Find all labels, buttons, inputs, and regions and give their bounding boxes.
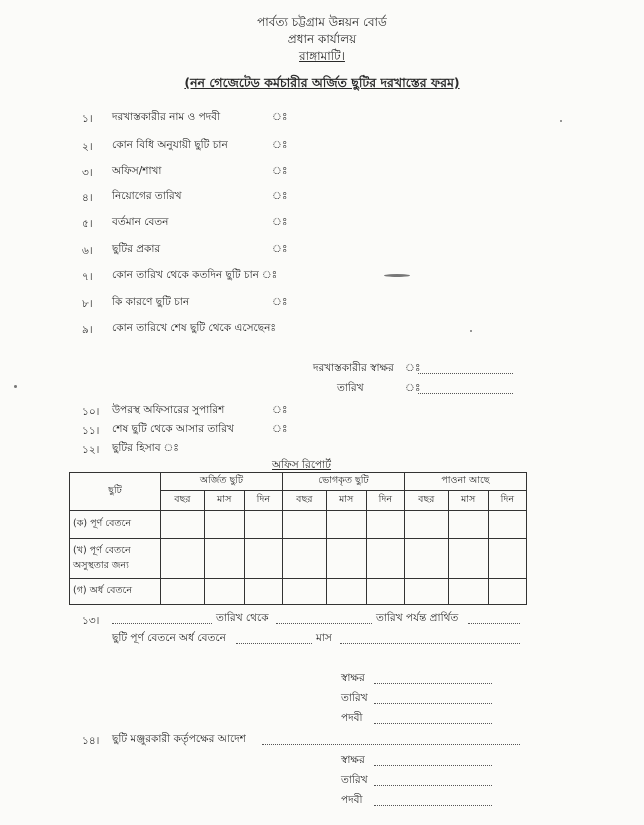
sanction-order-field[interactable] xyxy=(262,743,520,745)
table-cell[interactable] xyxy=(326,539,366,579)
table-cell[interactable] xyxy=(161,511,205,539)
group-earned-header: অর্জিত ছুটি xyxy=(161,473,283,491)
item-label: ছুটির হিসাব ঃ xyxy=(112,442,179,454)
item-number: ১০। xyxy=(82,406,100,418)
form-title: (নন গেজেটেড কর্মচারীর অর্জিত ছুটির দরখাস্তের ফরম) xyxy=(184,75,460,90)
date-colon: ঃ xyxy=(405,382,421,394)
item-label: কোন তারিখ থেকে কতদিন ছুটি চান ঃ xyxy=(112,269,278,281)
item-number: ৭। xyxy=(82,271,93,283)
applicant-signature-label: দরখাস্তকারীর স্বাক্ষর xyxy=(313,362,394,374)
designation-label: পদবী xyxy=(341,794,363,806)
subhead-month: মাস xyxy=(326,491,366,511)
item-colon: ঃ xyxy=(272,165,288,177)
item-label: নিয়োগের তারিখ xyxy=(112,190,182,202)
table-cell[interactable] xyxy=(448,539,488,579)
subhead-year: বছর xyxy=(404,491,448,511)
table-cell[interactable] xyxy=(282,511,326,539)
item-label: কোন তারিখে শেষ ছুটি থেকে এসেছেনঃ xyxy=(112,322,276,334)
item-colon: ঃ xyxy=(272,216,288,228)
table-cell[interactable] xyxy=(366,539,404,579)
item-number: ৯। xyxy=(82,324,93,336)
item-number: ১২। xyxy=(82,444,100,456)
item-label: কি কারণে ছুটি চান xyxy=(112,296,190,308)
item-colon: ঃ xyxy=(272,190,288,202)
office-report-title: অফিস রিপোর্ট xyxy=(272,459,331,471)
scan-speck xyxy=(560,120,562,122)
item-label: অফিস/শাখা xyxy=(112,165,162,177)
table-row xyxy=(70,511,527,539)
table-cell[interactable] xyxy=(366,511,404,539)
table-cell[interactable] xyxy=(326,579,366,605)
table-cell[interactable] xyxy=(204,579,244,605)
table-cell[interactable] xyxy=(204,539,244,579)
item-number: ৩। xyxy=(82,167,93,179)
item-label: বর্তমান বেতন xyxy=(112,216,169,228)
table-cell[interactable] xyxy=(404,539,448,579)
item-label: শেষ ছুটি থেকে আসার তারিখ xyxy=(112,423,234,435)
office-location: রাঙ্গামাটি। xyxy=(299,49,345,63)
item-colon: ঃ xyxy=(272,139,288,151)
item-colon: ঃ xyxy=(272,296,288,308)
subhead-month: মাস xyxy=(448,491,488,511)
table-cell[interactable] xyxy=(488,579,526,605)
item-number: ৫। xyxy=(82,218,93,230)
table-cell[interactable] xyxy=(326,511,366,539)
table-row xyxy=(70,579,527,605)
designation-field[interactable] xyxy=(374,804,492,806)
table-cell[interactable] xyxy=(404,579,448,605)
signature-field[interactable] xyxy=(374,764,492,766)
subhead-year: বছর xyxy=(282,491,326,511)
table-cell[interactable] xyxy=(282,579,326,605)
item-number: ১১। xyxy=(82,425,100,437)
item-number: ১৩। xyxy=(82,615,100,627)
month-field[interactable] xyxy=(340,642,520,644)
date-label: তারিখ xyxy=(341,774,368,786)
month-label: মাস xyxy=(316,632,332,644)
item-colon: ঃ xyxy=(272,423,288,435)
subhead-day: দিন xyxy=(366,491,404,511)
table-cell[interactable] xyxy=(161,539,205,579)
leave-account-table xyxy=(69,472,527,605)
row-label-sick-full-pay: (খ) পূর্ণ বেতনে অসুস্থতার জন্য xyxy=(70,539,161,579)
item-label: ছুটি মঞ্জুরকারী কর্তৃপক্ষের আদেশ xyxy=(112,733,246,745)
scan-speck xyxy=(384,274,410,277)
item-number: ৬। xyxy=(82,245,93,257)
date-field[interactable] xyxy=(374,702,492,704)
signature-label: স্বাক্ষর xyxy=(341,672,365,684)
table-cell[interactable] xyxy=(404,511,448,539)
item-label: দরখাস্তকারীর নাম ও পদবী xyxy=(112,111,221,123)
item-colon: ঃ xyxy=(272,243,288,255)
org-name: পার্বত্য চট্টগ্রাম উন্নয়ন বোর্ড xyxy=(257,15,387,29)
subhead-day: দিন xyxy=(244,491,282,511)
item-label: কোন বিধি অনুযায়ী ছুটি চান xyxy=(112,139,228,151)
table-cell[interactable] xyxy=(366,579,404,605)
table-cell[interactable] xyxy=(448,579,488,605)
item-number: ১৪। xyxy=(82,735,100,747)
row-label-half-pay: (গ) অর্ধ বেতনে xyxy=(70,579,161,605)
table-cell[interactable] xyxy=(244,579,282,605)
pay-type-field[interactable] xyxy=(236,642,312,644)
date-field[interactable] xyxy=(374,784,492,786)
row-label-full-pay: (ক) পূর্ণ বেতনে xyxy=(70,511,161,539)
table-cell[interactable] xyxy=(488,539,526,579)
item-number: ২। xyxy=(82,141,93,153)
table-cell[interactable] xyxy=(161,579,205,605)
table-cell[interactable] xyxy=(448,511,488,539)
group-availed-header: ভোগকৃত ছুটি xyxy=(282,473,404,491)
signature-label: স্বাক্ষর xyxy=(341,754,365,766)
table-cell[interactable] xyxy=(204,511,244,539)
table-cell[interactable] xyxy=(244,539,282,579)
to-date-field[interactable] xyxy=(276,622,372,624)
table-cell[interactable] xyxy=(244,511,282,539)
scan-speck xyxy=(14,385,17,388)
applicant-date-label: তারিখ xyxy=(337,382,364,394)
item-colon: ঃ xyxy=(272,404,288,416)
table-row xyxy=(70,539,527,579)
item-number: ১। xyxy=(82,113,93,125)
signature-colon: ঃ xyxy=(405,362,421,374)
designation-field[interactable] xyxy=(374,722,492,724)
office-name: প্রধান কার্যালয় xyxy=(287,32,357,46)
date-label: তারিখ xyxy=(341,692,368,704)
pay-type-label: ছুটি পূর্ণ বেতনে অর্ধ বেতনে xyxy=(112,632,226,644)
col-leave-header: ছুটি xyxy=(70,473,161,511)
item-number: ৮। xyxy=(82,298,93,310)
scan-speck xyxy=(470,330,472,332)
applicant-date-field[interactable] xyxy=(418,392,513,394)
item-label: উপরস্থ অফিসারের সুপারিশ xyxy=(112,404,225,416)
table-cell[interactable] xyxy=(282,539,326,579)
item-label: ছুটির প্রকার xyxy=(112,243,161,255)
designation-label: পদবী xyxy=(341,712,363,724)
item-number: ৪। xyxy=(82,192,93,204)
applicant-signature-field[interactable] xyxy=(418,372,513,374)
signature-field[interactable] xyxy=(374,682,492,684)
from-date-label: তারিখ থেকে xyxy=(216,612,269,624)
item-colon: ঃ xyxy=(272,111,288,123)
group-due-header: পাওনা আছে xyxy=(404,473,526,491)
subhead-day: দিন xyxy=(488,491,526,511)
subhead-month: মাস xyxy=(204,491,244,511)
from-date-field[interactable] xyxy=(112,622,212,624)
table-cell[interactable] xyxy=(488,511,526,539)
subhead-year: বছর xyxy=(161,491,205,511)
requested-days-field[interactable] xyxy=(468,622,520,624)
to-date-label: তারিখ পর্যন্ত প্রার্থিত xyxy=(376,612,459,624)
